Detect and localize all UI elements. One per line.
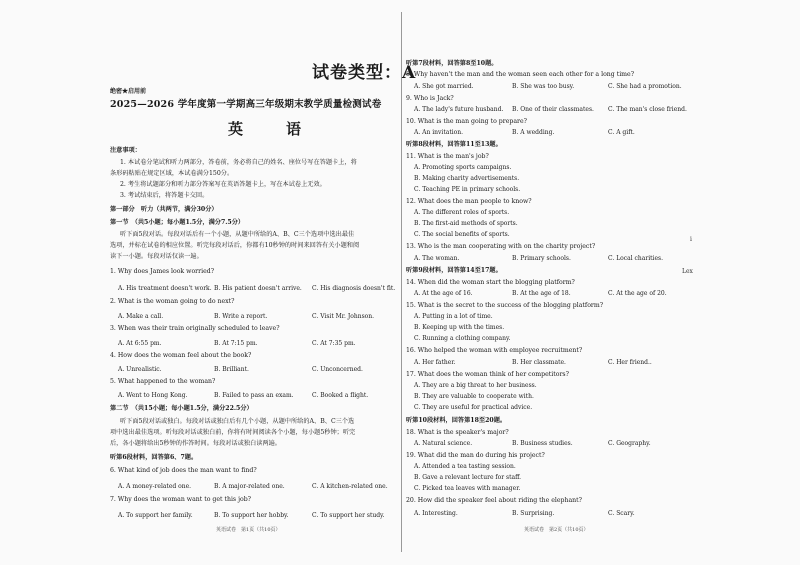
section2-heading: 第二节 （共15小题；每小题1.5分，满分22.5分） — [110, 405, 253, 412]
q15-option-c: C. Running a clothing company. — [414, 335, 511, 342]
question-13: 13. Who is the man cooperating with on the charity project? — [406, 243, 596, 250]
q10-option-a: A. An invitation. — [414, 129, 464, 136]
section1-instruction: 读下一小题。每段对话仅读一遍。 — [110, 253, 203, 260]
q16-option-a: A. Her father. — [414, 359, 456, 366]
q13-option-a: A. The woman. — [414, 255, 460, 262]
paper-type-label: 试卷类型：A — [312, 63, 417, 83]
q5-option-b: B. Failed to pass an exam. — [214, 392, 294, 399]
q1-option-c: C. His diagnosis doesn't fit. — [312, 285, 396, 292]
q9-option-a: A. The lady's future husband. — [414, 106, 504, 113]
notes-line: 3. 考试结束后，将答题卡交回。 — [120, 192, 209, 199]
q16-option-c: C. Her friend.. — [608, 359, 652, 366]
q12-option-a: A. The different roles of sports. — [414, 209, 510, 216]
q11-option-b: B. Making charity advertisements. — [414, 175, 520, 182]
material-10-heading: 听第10段材料，回答第18至20题。 — [406, 417, 507, 424]
question-20: 20. How did the speaker feel about riding the elephant? — [406, 497, 582, 504]
margin-mark: Lex — [682, 268, 693, 275]
question-1: 1. Why does James look worried? — [110, 268, 215, 275]
question-12: 12. What does the man people to know? — [406, 198, 532, 205]
q19-option-c: C. Picked tea leaves with manager. — [414, 485, 521, 492]
q17-option-b: B. They are valuable to cooperate with. — [414, 393, 534, 400]
q17-option-c: C. They are useful for practical advice. — [414, 404, 533, 411]
question-19: 19. What did the man do during his project? — [406, 452, 545, 459]
question-10: 10. What is the man going to prepare? — [406, 118, 527, 125]
q9-option-c: C. The man's close friend. — [608, 106, 687, 113]
q8-option-b: B. She was too busy. — [512, 83, 575, 90]
material-8-heading: 听第8段材料，回答第11至13题。 — [406, 141, 502, 148]
column-divider — [401, 12, 402, 552]
q4-option-a: A. Unrealistic. — [118, 366, 162, 373]
q13-option-c: C. Local charities. — [608, 255, 664, 262]
q3-option-b: B. At 7:15 pm. — [214, 340, 258, 347]
q1-option-b: B. His patient doesn't arrive. — [214, 285, 302, 292]
section1-instruction: 选项，并标在试卷的相应位置。听完每段对话后，你都有10秒钟的时间来回答有关小题和阅 — [110, 242, 360, 249]
q7-option-b: B. To support her hobby. — [214, 512, 289, 519]
question-14: 14. When did the woman start the blogging platform? — [406, 279, 575, 286]
notes-heading: 注意事项： — [110, 147, 141, 154]
section2-instruction: 听下面5段对话或独白。每段对话或独白后有几个小题，从题中所给的A、B、C三个选 — [120, 418, 355, 425]
q1-option-a: A. His treatment doesn't work. — [118, 285, 212, 292]
q19-option-a: A. Attended a tea tasting session. — [414, 463, 516, 470]
exam-title: 2025—2026 学年度第一学期高三年级期末教学质量检测试卷 — [110, 99, 382, 110]
question-7: 7. Why does the woman want to get this job? — [110, 496, 251, 503]
q3-option-a: A. At 6:55 pm. — [118, 340, 162, 347]
q7-option-c: C. To support her study. — [312, 512, 385, 519]
question-6: 6. What kind of job does the man want to find? — [110, 467, 257, 474]
material-9-heading: 听第9段材料，回答第14至17题。 — [406, 267, 502, 274]
q6-option-b: B. A major-related one. — [214, 483, 285, 490]
margin-mark: i — [690, 236, 692, 243]
notes-line: 条形码粘贴在规定区域，本试卷满分150分。 — [110, 170, 234, 177]
q3-option-c: C. At 7:35 pm. — [312, 340, 356, 347]
q4-option-b: B. Brilliant. — [214, 366, 249, 373]
question-3: 3. When was their train originally scheduled to leave? — [110, 325, 280, 332]
q10-option-b: B. A wedding. — [512, 129, 555, 136]
notes-line: 1. 本试卷分笔试和听力两部分，答卷前，务必将自己的姓名、座位号写在答题卡上，将 — [120, 159, 357, 166]
q18-option-b: B. Business studies. — [512, 440, 573, 447]
section1-instruction: 听下面5段对话。每段对话后有一个小题，从题中所给的A、B、C三个选项中选出最佳 — [120, 231, 355, 238]
q15-option-a: A. Putting in a lot of time. — [414, 313, 493, 320]
question-17: 17. What does the woman think of her competitors? — [406, 371, 569, 378]
secret-label: 绝密★启用前 — [110, 88, 147, 95]
q11-option-a: A. Promoting sports campaigns. — [414, 164, 512, 171]
question-2: 2. What is the woman going to do next? — [110, 298, 235, 305]
q9-option-b: B. One of their classmates. — [512, 106, 594, 113]
q14-option-a: A. At the age of 16. — [414, 290, 473, 297]
q20-option-c: C. Scary. — [608, 510, 635, 517]
question-5: 5. What happened to the woman? — [110, 378, 216, 385]
q15-option-b: B. Keeping up with the times. — [414, 324, 505, 331]
q2-option-c: C. Visit Mr. Johnson. — [312, 313, 375, 320]
q10-option-c: C. A gift. — [608, 129, 635, 136]
q6-option-c: C. A kitchen-related one. — [312, 483, 388, 490]
q18-option-a: A. Natural science. — [414, 440, 473, 447]
question-15: 15. What is the secret to the success of the blogging platform? — [406, 302, 604, 309]
page-footer-right: 英语试卷 第2页（共10页） — [524, 527, 589, 533]
question-9: 9. Who is Jack? — [406, 95, 454, 102]
section1-heading: 第一节 （共5小题；每小题1.5分，满分7.5分） — [110, 219, 245, 226]
q8-option-a: A. She got married. — [414, 83, 474, 90]
q13-option-b: B. Primary schools. — [512, 255, 571, 262]
section2-instruction: 后，各小题将给出5秒钟的作答时间。每段对话或独白读两遍。 — [110, 440, 281, 447]
q5-option-c: C. Booked a flight. — [312, 392, 369, 399]
q19-option-b: B. Gave a relevant lecture for staff. — [414, 474, 522, 481]
q18-option-c: C. Geography. — [608, 440, 651, 447]
q20-option-a: A. Interesting. — [414, 510, 458, 517]
question-8: 8. Why haven't the man and the woman seen each other for a long time? — [406, 71, 635, 78]
q4-option-c: C. Unconcerned. — [312, 366, 363, 373]
q8-option-c: C. She had a promotion. — [608, 83, 682, 90]
q12-option-b: B. The first-aid methods of sports. — [414, 220, 518, 227]
question-4: 4. How does the woman feel about the book? — [110, 352, 252, 359]
question-11: 11. What is the man's job? — [406, 153, 489, 160]
subject-title: 英 语 — [228, 120, 316, 138]
q14-option-c: C. At the age of 20. — [608, 290, 667, 297]
material-6-heading: 听第6段材料，回答第6、7题。 — [110, 454, 198, 461]
q14-option-b: B. At the age of 18. — [512, 290, 571, 297]
q11-option-c: C. Teaching PE in primary schools. — [414, 186, 521, 193]
q2-option-a: A. Make a call. — [118, 313, 164, 320]
q12-option-c: C. The social benefits of sports. — [414, 231, 510, 238]
notes-line: 2. 考生将试题部分和听力部分答案写在英语答题卡上，写在本试卷上无效。 — [120, 181, 326, 188]
q20-option-b: B. Surprising. — [512, 510, 555, 517]
q2-option-b: B. Write a report. — [214, 313, 268, 320]
question-18: 18. What is the speaker's major? — [406, 429, 509, 436]
q16-option-b: B. Her classmate. — [512, 359, 566, 366]
page-footer-left: 英语试卷 第1页（共10页） — [216, 527, 281, 533]
q7-option-a: A. To support her family. — [118, 512, 193, 519]
q6-option-a: A. A money-related one. — [118, 483, 192, 490]
material-7-heading: 听第7段材料，回答第8至10题。 — [406, 60, 498, 67]
q17-option-a: A. They are a big threat to her business. — [414, 382, 537, 389]
part1-heading: 第一部分 听力（共两节，满分30分） — [110, 206, 218, 213]
q5-option-a: A. Went to Hong Kong. — [118, 392, 188, 399]
section2-instruction: 项中选出最佳选项。听每段对话或独白前，你将有时间阅读各个小题，每小题5秒钟；听完 — [110, 429, 356, 436]
question-16: 16. Who helped the woman with employee recruitment? — [406, 347, 583, 354]
